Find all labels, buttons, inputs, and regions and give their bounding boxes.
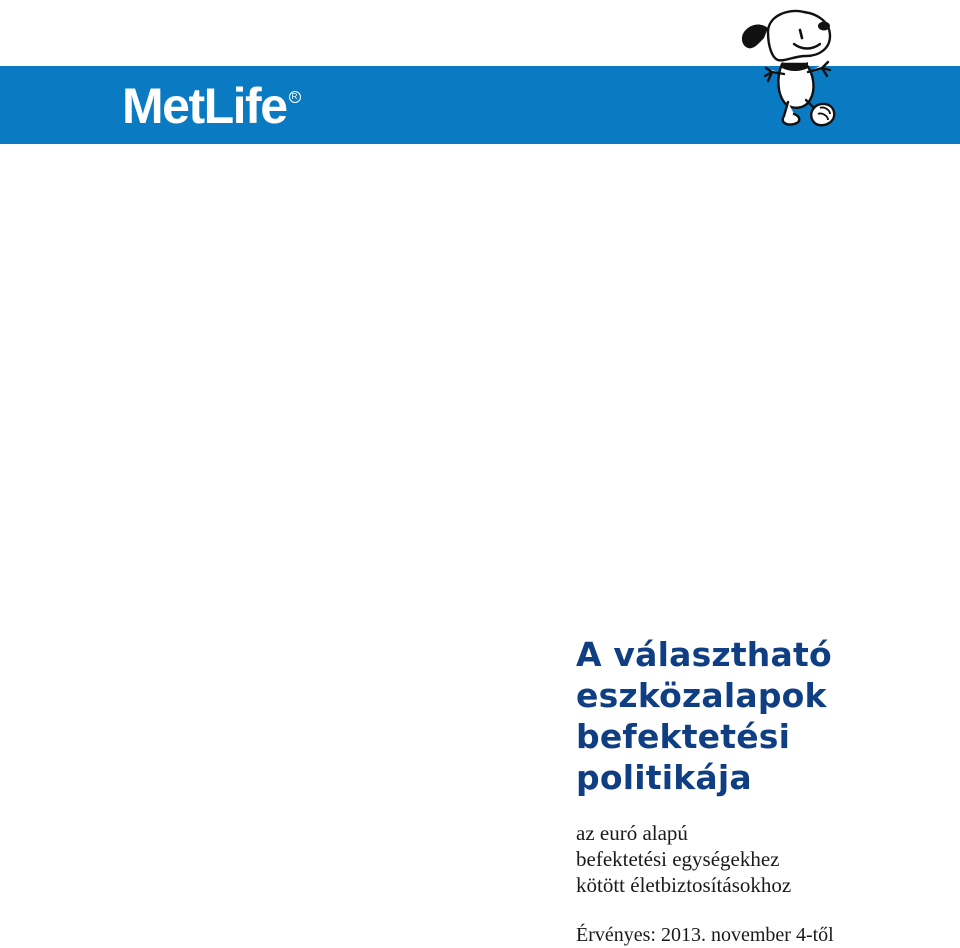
document-title	[576, 634, 956, 798]
title-line: befektetési	[576, 717, 791, 756]
logo-text: MetLife	[122, 78, 287, 134]
registered-mark-icon: R	[289, 91, 301, 103]
metlife-logo	[122, 78, 301, 134]
subtitle-line: kötött életbiztosításokhoz	[576, 873, 792, 897]
subtitle-line: befektetési egységekhez	[576, 847, 780, 871]
title-line: A választható	[576, 635, 832, 674]
title-line: eszközalapok	[576, 676, 827, 715]
subtitle-line: az euró alapú	[576, 821, 688, 845]
snoopy-mascot-icon	[732, 2, 842, 130]
document-subtitle	[576, 820, 956, 898]
validity-date: Érvényes: 2013. november 4-től	[576, 924, 834, 946]
title-line: politikája	[576, 758, 752, 797]
